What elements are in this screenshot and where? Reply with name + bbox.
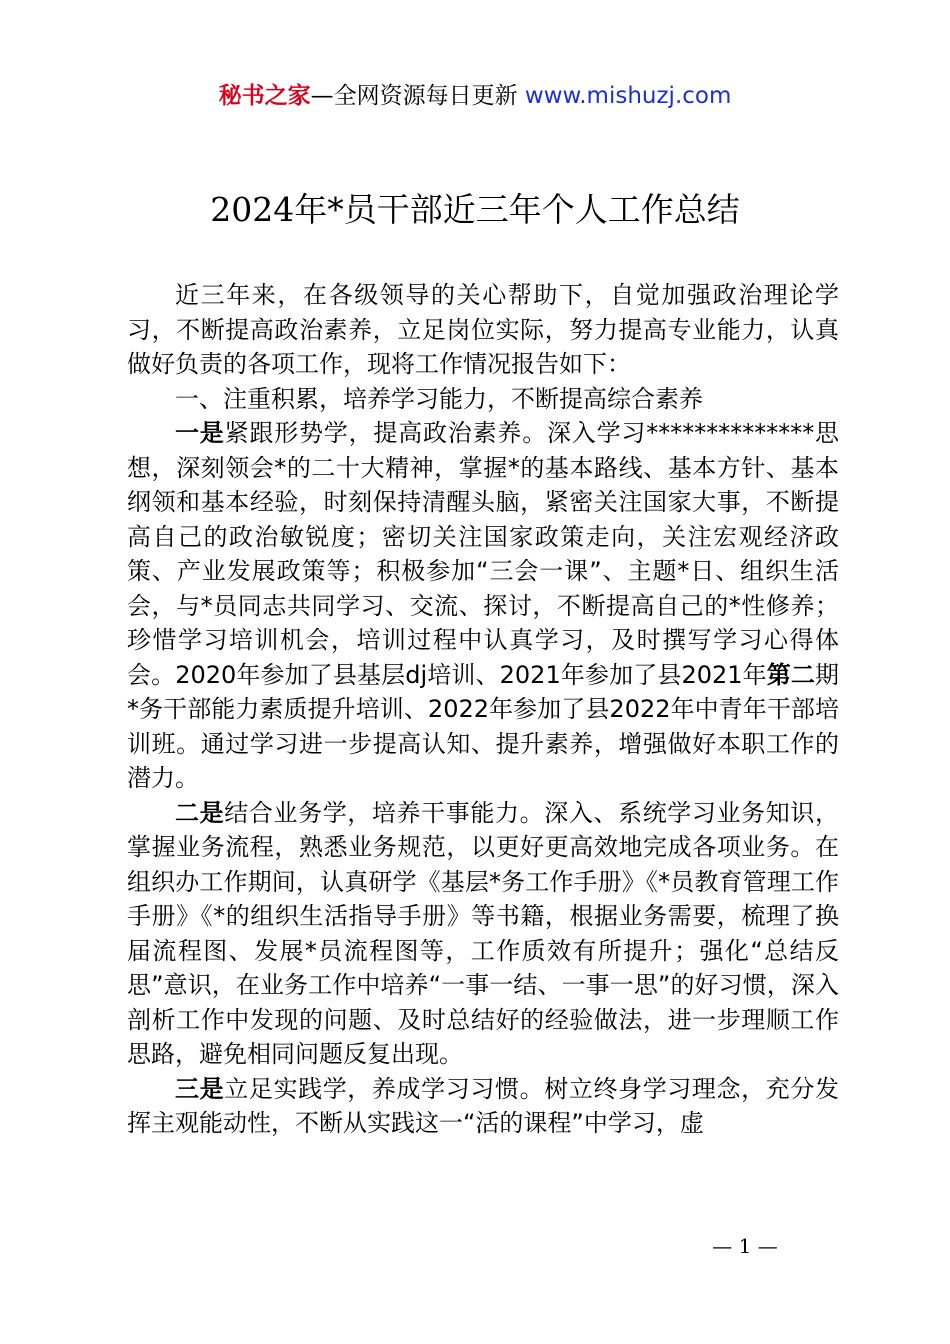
site-url-link[interactable]: www.mishuzj.com [524,83,732,109]
point-three-text: 立足实践学，养成学习习惯。树立终身学习理念，充分发挥主观能动性，不断从实践这一“活的课程”中学习，虚 [127,1074,840,1137]
point-two-paragraph [127,796,839,1072]
intro-paragraph: 近三年来，在各级领导的关心帮助下，自觉加强政治理论学习，不断提高政治素养，立足岗位实际，努力提高专业能力，认真做好负责的各项工作，现将工作情况报告如下： [127,281,839,378]
point-two-text: 结合业务学，培养干事能力。深入、系统学习业务知识，掌握业务流程，熟悉业务规范，以更好更高效地完成各项业务。在组织办工作期间，认真研学《基层*务工作手册》《*员教育管理工作手册》《*的组织生活指导手册》等书籍，根据业务需要，梳理了换届流程图、发展*员流程图等，工作质效有所提升；强化“总结反思”意识，在业务工作中培养“一事一结、一事一思”的好习惯，深入剖析工作中发现的问题、及时总结好的经验做法，进一步理顺工作思路，避免相同问题反复出现。 [127,798,840,1068]
point-two-lead: 二是 [175,798,225,827]
point-one-text-a: 紧跟形势学，提高政治素养。深入学习**************思想，深刻领会*的二十大精神，掌握*的基本路线、基本方针、基本纲领和基本经验，时刻保持清醒头脑，紧密关注国家大事，不断提高自己的政治敏锐度；密切关注国家政策走向，关注宏观经济政策、产业发展政策等；积极参加“三会一课”、主题*日、组织生活会，与*员同志共同学习、交流、探讨，不断提高自己的*性修养；珍惜学习培训机会，培训过程中认真学习，及时撰写学习心得体会。2020年参加了县基层dj培训、2021年参加了县2021年 [127,419,840,689]
point-one-text-b: 期*务干部能力素质提升培训、2022年参加了县2022年中青年干部培训班。通过学习进一步提高认知、提升素养，增强做好本职工作的潜力。 [127,660,840,792]
brand-name: 秘书之家 [218,83,311,109]
site-header [0,80,950,112]
point-one-lead: 一是 [175,419,225,447]
point-one-paragraph [127,416,839,796]
section-heading: 一、注重积累，培养学习能力，不断提高综合素养 [175,384,703,413]
point-one-bold-term: 第二 [766,660,816,689]
document-body [127,278,839,1141]
document-title: 2024年*员干部近三年个人工作总结 [210,190,740,229]
header-tagline: —全网资源每日更新 [310,83,518,109]
point-three-lead: 三是 [175,1074,225,1103]
page-number: — 1 — [712,1234,778,1258]
point-three-paragraph [127,1072,839,1141]
